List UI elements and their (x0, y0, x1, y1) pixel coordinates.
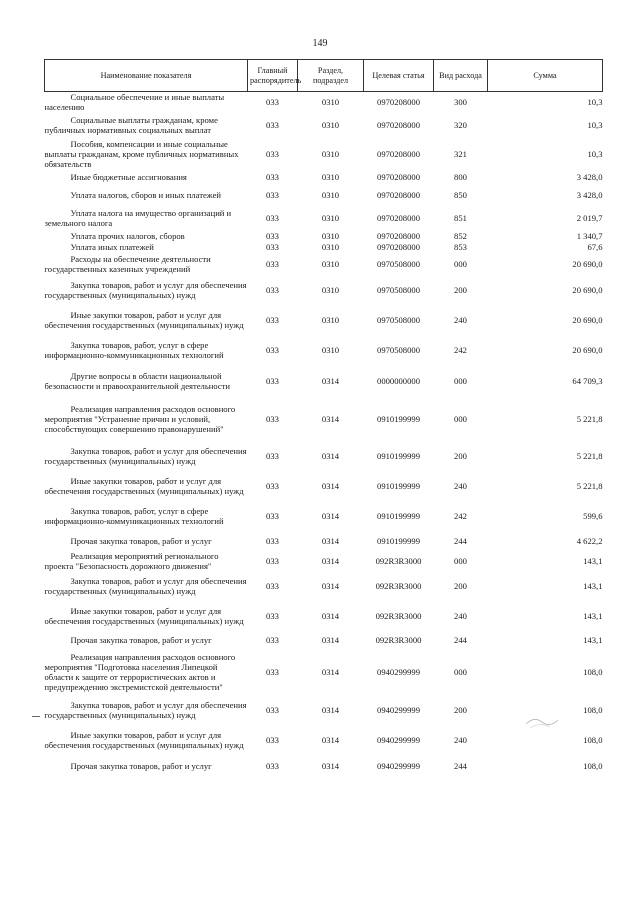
row-sum: 20 690,0 (572, 285, 603, 295)
header-name: Наименование показателя (45, 60, 248, 92)
row-kind: 000 (454, 376, 467, 386)
row-kind: 200 (454, 451, 467, 461)
row-name: Закупка товаров, работ, услуг в сфере информационно-коммуникационных технологий (44, 340, 224, 360)
table-row (45, 92, 603, 113)
row-manager: 033 (266, 761, 279, 771)
row-target: 0940299999 (377, 735, 420, 745)
row-name: Иные закупки товаров, работ и услуг для обеспечения государственных (муниципальных) нужд (44, 476, 244, 496)
row-name: Реализация направления расходов основного мероприятия "Подготовка населения Липецкой области к защите от террористических актов и предупреждению экстремистской деятельности" (44, 652, 236, 692)
row-section: 0314 (321, 667, 340, 677)
row-kind: 244 (454, 761, 467, 771)
row-section: 0310 (321, 149, 340, 159)
row-manager: 033 (266, 120, 279, 130)
row-sum: 143,1 (583, 556, 603, 566)
row-manager: 033 (266, 97, 279, 107)
row-kind: 200 (454, 581, 467, 591)
row-kind: 321 (454, 149, 467, 159)
table-row (45, 631, 603, 649)
row-manager: 033 (266, 259, 279, 269)
faint-stamp-mark (524, 710, 570, 734)
table-row (45, 305, 603, 335)
row-sum: 20 690,0 (572, 315, 603, 325)
row-manager: 033 (266, 414, 279, 424)
row-target: 0970508000 (377, 345, 420, 355)
header-manager: Главный распорядитель (248, 60, 298, 92)
row-kind: 200 (454, 285, 467, 295)
margin-mark (32, 716, 40, 717)
row-sum: 10,3 (587, 149, 603, 159)
row-kind: 244 (454, 635, 467, 645)
row-sum: 108,0 (583, 735, 603, 745)
row-section: 0314 (321, 635, 340, 645)
row-kind: 240 (454, 611, 467, 621)
row-manager: 033 (266, 735, 279, 745)
row-section: 0314 (321, 611, 340, 621)
header-section: Раздел, подраздел (298, 60, 364, 92)
row-name: Реализация мероприятий регионального проекта "Безопасность дорожного движения" (44, 551, 219, 571)
row-sum: 4 622,2 (576, 536, 603, 546)
row-name: Пособия, компенсации и иные социальные выплаты гражданам, кроме публичных нормативных обязательств (44, 139, 239, 169)
row-target: 0970208000 (377, 242, 420, 252)
row-section: 0310 (321, 285, 340, 295)
row-manager: 033 (266, 149, 279, 159)
row-kind: 000 (454, 259, 467, 269)
row-manager: 033 (266, 172, 279, 182)
row-manager: 033 (266, 451, 279, 461)
table-row (45, 170, 603, 184)
row-manager: 033 (266, 536, 279, 546)
row-target: 0000000000 (377, 376, 420, 386)
row-manager: 033 (266, 667, 279, 677)
row-kind: 240 (454, 735, 467, 745)
row-manager: 033 (266, 242, 279, 252)
row-manager: 033 (266, 581, 279, 591)
row-kind: 320 (454, 120, 467, 130)
row-section: 0314 (321, 761, 340, 771)
row-target: 0970208000 (377, 230, 420, 241)
table-row (45, 138, 603, 170)
row-manager: 033 (266, 213, 279, 223)
row-name: Закупка товаров, работ и услуг для обеспечения государственных (муниципальных) нужд (44, 700, 247, 720)
table-row (45, 551, 603, 571)
row-sum: 5 221,8 (576, 451, 603, 461)
table-row (45, 501, 603, 531)
row-target: 0940299999 (377, 667, 420, 677)
row-name: Социальные выплаты гражданам, кроме публичных нормативных социальных выплат (44, 115, 218, 135)
row-manager: 033 (266, 481, 279, 491)
row-name: Прочая закупка товаров, работ и услуг (70, 635, 212, 645)
row-sum: 143,1 (583, 581, 603, 591)
row-name: Уплата иных платежей (70, 242, 154, 252)
row-section: 0314 (321, 376, 340, 386)
row-target: 0970208000 (377, 172, 420, 182)
row-manager: 033 (266, 635, 279, 645)
row-name: Закупка товаров, работ и услуг для обеспечения государственных (муниципальных) нужд (44, 280, 247, 300)
row-kind: 850 (454, 190, 467, 200)
row-section: 0310 (321, 97, 340, 107)
row-kind: 240 (454, 481, 467, 491)
row-section: 0314 (321, 414, 340, 424)
row-target: 0940299999 (377, 705, 420, 715)
row-section: 0310 (321, 120, 340, 130)
row-manager: 033 (266, 190, 279, 200)
row-kind: 200 (454, 705, 467, 715)
table-row (45, 184, 603, 206)
row-section: 0310 (321, 345, 340, 355)
table-header (45, 60, 603, 92)
row-name: Уплата налогов, сборов и иных платежей (70, 190, 222, 200)
row-target: 0970208000 (377, 97, 420, 107)
row-target: 0910199999 (377, 451, 420, 461)
row-sum: 2 019,7 (576, 213, 603, 223)
row-target: 0970208000 (377, 149, 420, 159)
row-section: 0314 (321, 705, 340, 715)
row-section: 0314 (321, 556, 340, 566)
table-row (45, 755, 603, 777)
table-row (45, 365, 603, 397)
row-name: Иные закупки товаров, работ и услуг для обеспечения государственных (муниципальных) нужд (44, 310, 244, 330)
row-sum: 143,1 (583, 635, 603, 645)
row-name: Закупка товаров, работ и услуг для обеспечения государственных (муниципальных) нужд (44, 446, 247, 466)
row-name: Иные бюджетные ассигнования (70, 172, 187, 182)
table-row (45, 230, 603, 241)
row-kind: 300 (454, 97, 467, 107)
row-manager: 033 (266, 230, 279, 241)
table-row (45, 601, 603, 631)
row-sum: 20 690,0 (572, 345, 603, 355)
table-row (45, 397, 603, 441)
table-row (45, 725, 603, 755)
table-row (45, 441, 603, 471)
row-name: Социальное обеспечение и иные выплаты населению (44, 92, 225, 112)
row-manager: 033 (266, 315, 279, 325)
row-sum: 143,1 (583, 611, 603, 621)
row-target: 0940299999 (377, 761, 420, 771)
row-target: 092R3R3000 (375, 611, 422, 621)
row-target: 092R3R3000 (375, 556, 422, 566)
row-target: 0910199999 (377, 414, 420, 424)
row-name: Иные закупки товаров, работ и услуг для обеспечения государственных (муниципальных) нужд (44, 606, 244, 626)
table-row (45, 531, 603, 551)
row-sum: 20 690,0 (572, 259, 603, 269)
row-sum: 108,0 (583, 705, 603, 715)
row-target: 0910199999 (377, 481, 420, 491)
row-sum: 5 221,8 (576, 414, 603, 424)
row-section: 0310 (321, 230, 340, 241)
row-section: 0314 (321, 451, 340, 461)
row-target: 092R3R3000 (375, 581, 422, 591)
row-section: 0314 (321, 481, 340, 491)
table-row (45, 649, 603, 695)
row-section: 0314 (321, 581, 340, 591)
row-kind: 000 (454, 667, 467, 677)
row-target: 0970208000 (377, 213, 420, 223)
table-row (45, 695, 603, 725)
row-name: Закупка товаров, работ и услуг для обеспечения государственных (муниципальных) нужд (44, 576, 247, 596)
row-kind: 242 (454, 345, 467, 355)
row-sum: 10,3 (587, 120, 603, 130)
table-row (45, 112, 603, 138)
header-kind: Вид расхода (434, 60, 488, 92)
row-target: 0970508000 (377, 259, 420, 269)
row-section: 0310 (321, 315, 340, 325)
row-kind: 851 (454, 213, 467, 223)
row-manager: 033 (266, 511, 279, 521)
row-section: 0310 (321, 259, 340, 269)
row-target: 092R3R3000 (375, 635, 422, 645)
row-manager: 033 (266, 556, 279, 566)
table-row (45, 241, 603, 253)
row-section: 0314 (321, 511, 340, 521)
row-kind: 240 (454, 315, 467, 325)
table-body (45, 92, 603, 778)
table-row (45, 253, 603, 275)
row-target: 0970508000 (377, 285, 420, 295)
row-sum: 64 709,3 (572, 376, 603, 386)
row-name: Уплата налога на имущество организаций и земельного налога (44, 208, 232, 228)
row-sum: 3 428,0 (576, 190, 603, 200)
row-section: 0310 (321, 172, 340, 182)
row-sum: 5 221,8 (576, 481, 603, 491)
row-sum: 108,0 (583, 761, 603, 771)
row-manager: 033 (266, 611, 279, 621)
table-row (45, 275, 603, 305)
row-target: 0970508000 (377, 315, 420, 325)
row-name: Иные закупки товаров, работ и услуг для обеспечения государственных (муниципальных) нужд (44, 730, 244, 750)
row-section: 0314 (321, 735, 340, 745)
row-manager: 033 (266, 376, 279, 386)
row-name: Закупка товаров, работ, услуг в сфере информационно-коммуникационных технологий (44, 506, 224, 526)
row-manager: 033 (266, 285, 279, 295)
row-kind: 000 (454, 414, 467, 424)
row-section: 0314 (321, 536, 340, 546)
row-kind: 800 (454, 172, 467, 182)
row-kind: 852 (454, 230, 467, 241)
row-name: Реализация направления расходов основного мероприятия "Устранение причин и условий, способствующих совершению правонарушений" (44, 404, 236, 434)
row-section: 0310 (321, 190, 340, 200)
page-number: 149 (312, 38, 328, 49)
table-row (45, 206, 603, 230)
row-name: Расходы на обеспечение деятельности государственных казенных учреждений (44, 254, 211, 274)
row-manager: 033 (266, 345, 279, 355)
row-sum: 1 340,7 (576, 230, 603, 241)
row-target: 0970208000 (377, 120, 420, 130)
row-name: Прочая закупка товаров, работ и услуг (70, 536, 212, 546)
row-section: 0310 (321, 213, 340, 223)
row-kind: 000 (454, 556, 467, 566)
row-manager: 033 (266, 705, 279, 715)
row-target: 0910199999 (377, 536, 420, 546)
table-row (45, 335, 603, 365)
row-sum: 108,0 (583, 667, 603, 677)
row-kind: 853 (454, 242, 467, 252)
row-sum: 67,6 (587, 242, 603, 252)
row-section: 0310 (321, 242, 340, 252)
row-name: Прочая закупка товаров, работ и услуг (70, 761, 212, 771)
row-name: Уплата прочих налогов, сборов (70, 230, 185, 241)
row-target: 0970208000 (377, 190, 420, 200)
row-name: Другие вопросы в области национальной безопасности и правоохранительной деятельности (44, 371, 231, 391)
row-sum: 3 428,0 (576, 172, 603, 182)
budget-table (44, 59, 603, 777)
row-kind: 244 (454, 536, 467, 546)
row-kind: 242 (454, 511, 467, 521)
header-sum: Сумма (488, 60, 603, 92)
table-row (45, 471, 603, 501)
row-sum: 599,6 (583, 511, 603, 521)
header-target: Целевая статья (364, 60, 434, 92)
table-row (45, 571, 603, 601)
row-target: 0910199999 (377, 511, 420, 521)
row-sum: 10,3 (587, 97, 603, 107)
